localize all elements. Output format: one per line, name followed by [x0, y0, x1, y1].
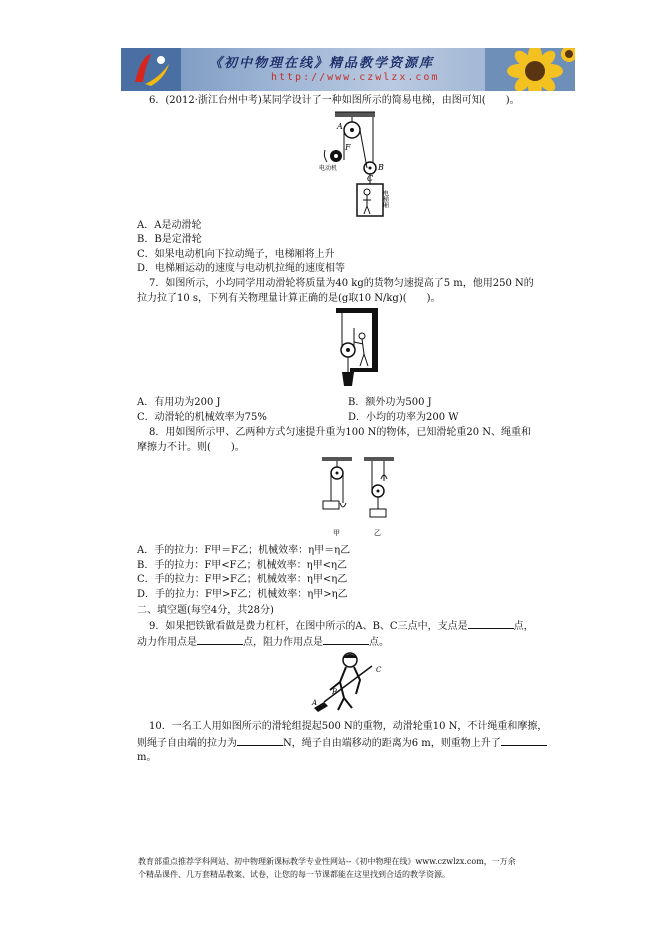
q9-label-c: C [376, 666, 382, 674]
q10-line2-text-a: 则绳子自由端的拉力为 [137, 738, 237, 749]
q7-option-b: B．额外功为500 J [348, 397, 432, 408]
q6-stem: 6．(2012·浙江台州中考)某同学设计了一种如图所示的简易电梯，由图可知( )。 [149, 95, 520, 106]
section-fill-in-heading: 二、填空题(每空4分，共28分) [137, 605, 274, 616]
site-logo [121, 48, 181, 91]
q8-label-jia: 甲 [333, 529, 340, 537]
q6-label-motor: 电动机 [319, 165, 338, 172]
q10-blank-height[interactable] [501, 736, 547, 746]
q10-line2 [137, 736, 547, 750]
q9-line2-text-c: 点。 [369, 637, 389, 648]
q8-pulley-figure [312, 455, 402, 540]
banner-url[interactable]: http://www.czwlzx.com [271, 72, 440, 83]
q7-stem-line2: 拉力拉了10 s，下列有关物理量计算正确的是(g取10 N/kg)( )。 [137, 293, 441, 304]
q6-option-c: C．如果电动机向下拉动绳子，电梯厢将上升 [137, 249, 335, 260]
q6-label-b: B [378, 163, 384, 172]
q9-label-b: B [332, 688, 338, 696]
q9-line2 [137, 635, 389, 649]
q10-line3: m。 [137, 752, 157, 763]
q9-blank-load[interactable] [323, 635, 369, 645]
q6-label-a: A [337, 122, 343, 131]
q8-stem-line2: 摩擦力不计。则( )。 [137, 442, 245, 453]
q9-line2-text-b: 点，阻力作用点是 [243, 637, 323, 648]
q9-line1 [149, 619, 534, 633]
q7-option-c: C．动滑轮的机械效率为75% [137, 412, 267, 423]
q9-label-a: A [312, 699, 318, 707]
q9-line2-text-a: 动力作用点是 [137, 637, 197, 648]
q9-blank-effort[interactable] [197, 635, 243, 645]
q10-blank-force[interactable] [237, 736, 283, 746]
q7-stem-line1: 7．如图所示，小均同学用动滑轮将质量为40 kg的货物匀速提高了5 m，他用250 N的 [149, 278, 534, 289]
q9-shovel-figure [310, 650, 390, 715]
q7-pulley-figure [330, 306, 380, 396]
q9-line1-text: 9．如果把铁锨看做是费力杠杆，在图中所示的A、B、C三点中，支点是 [149, 621, 468, 632]
q8-option-c: C．手的拉力：F甲>F乙；机械效率：η甲<η乙 [137, 574, 348, 585]
q6-option-a: A．A是动滑轮 [137, 220, 202, 231]
q6-elevator-figure [315, 110, 405, 220]
q6-option-d: D．电梯厢运动的速度与电动机拉绳的速度相等 [137, 263, 346, 274]
q6-option-b: B．B是定滑轮 [137, 234, 202, 245]
footer-line1: 教育部重点推荐学科网站、初中物理新课标教学专业性网站--《初中物理在线》www.czwlzx.com，一万余 [138, 857, 516, 866]
q9-blank-fulcrum[interactable] [468, 619, 514, 629]
q6-label-cabin: 电梯厢 [381, 190, 389, 208]
q8-option-b: B．手的拉力：F甲<F乙；机械效率：η甲<η乙 [137, 560, 347, 571]
q7-option-d: D．小均的功率为200 W [348, 412, 459, 423]
q8-label-yi: 乙 [374, 529, 381, 537]
q10-line2-text-b: N，绳子自由端移动的距离为6 m，则重物上升了 [283, 738, 501, 749]
q6-label-c: C [367, 174, 374, 183]
footer-line2: 个精品课件、几万套精品教案、试卷，让您的每一节课都能在这里找到合适的教学资源。 [138, 870, 450, 879]
q6-label-f: F [345, 143, 351, 152]
q8-stem-line1: 8．用如图所示甲、乙两种方式匀速提升重为100 N的物体，已知滑轮重20 N、绳重和 [149, 427, 532, 438]
banner-title: 《初中物理在线》精品教学资源库 [209, 56, 435, 71]
q9-line1-end: 点， [513, 621, 534, 632]
q10-line1: 10．一名工人用如图所示的滑轮组提起500 N的重物，动滑轮重10 N，不计绳重和摩擦， [149, 721, 548, 732]
sunflower-image [485, 48, 575, 91]
header-banner [121, 48, 575, 91]
q7-option-a: A．有用功为200 J [137, 397, 221, 408]
q8-option-d: D．手的拉力：F甲>F乙；机械效率：η甲>η乙 [137, 589, 348, 600]
q8-option-a: A．手的拉力：F甲＝F乙；机械效率：η甲＝η乙 [137, 545, 351, 556]
